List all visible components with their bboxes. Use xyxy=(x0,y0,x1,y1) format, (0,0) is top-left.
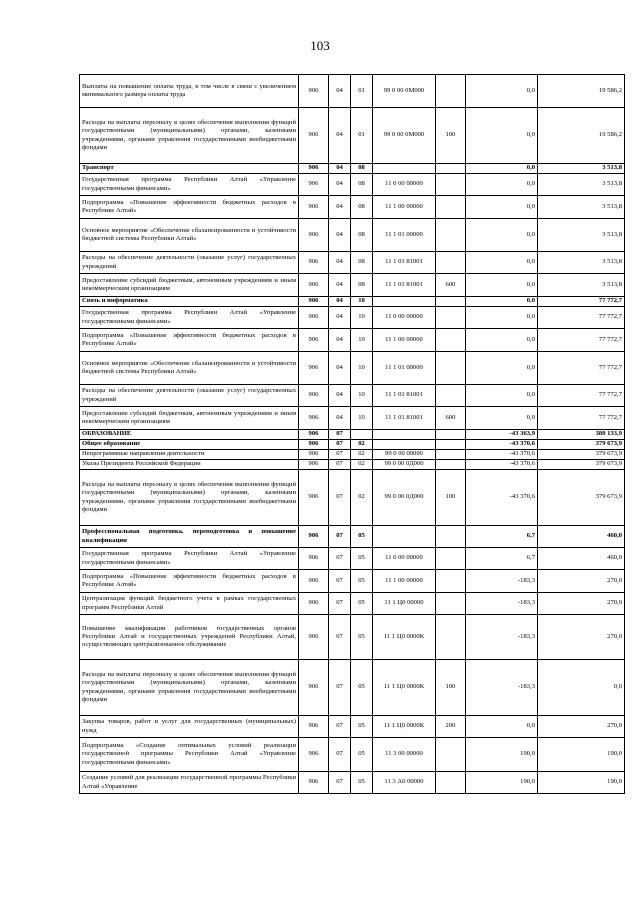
cell-ved: 906 xyxy=(299,108,329,164)
cell-vr xyxy=(436,570,466,593)
cell-csr: 99 0 00 0М000 xyxy=(373,75,436,108)
cell-name: Повышение квалификации работников государственных органов Республики Алтай и государственных учреждений Республики Алтай, осуществляющих централизованное обслуживание xyxy=(80,615,299,660)
cell-csr: 11 0 00 00000 xyxy=(373,548,436,570)
table-row xyxy=(80,470,625,526)
cell-name: Подпрограмма «Создание оптимальных условий реализации государственной программы Республики Алтай «Управление государственными финансами» xyxy=(80,738,299,772)
cell-vr xyxy=(436,174,466,196)
cell-sum-total: 380 133,9 xyxy=(538,430,625,440)
cell-ved: 906 xyxy=(299,615,329,660)
table-row xyxy=(80,615,625,660)
cell-sum-change: 190,0 xyxy=(466,738,538,772)
cell-csr: 11 1 00 00000 xyxy=(373,570,436,593)
cell-rz: 04 xyxy=(329,297,351,307)
cell-pr: 05 xyxy=(351,716,373,738)
cell-name: Расходы на выплаты персоналу в целях обеспечения выполнения функций государственными (муниципальными) органами, казенными учреждениями, органами управления государственными внебюджетными фондами xyxy=(80,660,299,716)
table-row xyxy=(80,252,625,274)
cell-rz: 04 xyxy=(329,274,351,297)
cell-csr: 11 1 01 81001 xyxy=(373,274,436,297)
cell-name: Основное мероприятие «Обеспечение сбалансированности и устойчивости бюджетной системы Республики Алтай» xyxy=(80,219,299,252)
cell-sum-change: 0,0 xyxy=(466,164,538,174)
cell-vr xyxy=(436,385,466,407)
cell-rz: 07 xyxy=(329,548,351,570)
cell-ved: 906 xyxy=(299,526,329,548)
cell-sum-total: 270,0 xyxy=(538,716,625,738)
table-row xyxy=(80,526,625,548)
cell-sum-change: 0,0 xyxy=(466,385,538,407)
cell-ved: 906 xyxy=(299,252,329,274)
cell-sum-total: 3 513,8 xyxy=(538,196,625,219)
cell-sum-change: 6,7 xyxy=(466,526,538,548)
cell-csr: 99 0 00 0Д000 xyxy=(373,460,436,470)
cell-csr: 11 1 Ц0 00000 xyxy=(373,593,436,615)
cell-name: Выплаты на повышение оплаты труда, в том числе в связи с увеличением минимального размера оплаты труда xyxy=(80,75,299,108)
cell-sum-change: 0,0 xyxy=(466,352,538,385)
cell-rz: 07 xyxy=(329,450,351,460)
cell-pr: 10 xyxy=(351,385,373,407)
cell-rz: 04 xyxy=(329,174,351,196)
cell-ved: 906 xyxy=(299,352,329,385)
cell-ved: 906 xyxy=(299,219,329,252)
table-row xyxy=(80,430,625,440)
cell-sum-total: 3 513,8 xyxy=(538,252,625,274)
cell-sum-total: 270,0 xyxy=(538,615,625,660)
cell-sum-total: 270,0 xyxy=(538,570,625,593)
cell-pr: 05 xyxy=(351,615,373,660)
cell-name: Государственная программа Республики Алтай «Управление государственными финансами» xyxy=(80,307,299,329)
cell-vr xyxy=(436,164,466,174)
cell-sum-change: -183,3 xyxy=(466,570,538,593)
table-row xyxy=(80,548,625,570)
cell-sum-total: 190,0 xyxy=(538,772,625,794)
cell-name: Расходы на обеспечение деятельности (оказание услуг) государственных учреждений xyxy=(80,385,299,407)
cell-sum-change: 0,0 xyxy=(466,108,538,164)
cell-pr: 10 xyxy=(351,329,373,352)
cell-ved: 906 xyxy=(299,716,329,738)
cell-sum-total: 77 772,7 xyxy=(538,407,625,430)
cell-vr xyxy=(436,75,466,108)
cell-pr: 05 xyxy=(351,526,373,548)
cell-ved: 906 xyxy=(299,196,329,219)
cell-sum-total: 379 673,9 xyxy=(538,470,625,526)
cell-name: Подпрограмма «Повышение эффективности бюджетных расходов в Республике Алтай» xyxy=(80,196,299,219)
cell-csr xyxy=(373,430,436,440)
cell-sum-total: 77 772,7 xyxy=(538,297,625,307)
cell-csr xyxy=(373,526,436,548)
cell-sum-total: 3 513,8 xyxy=(538,274,625,297)
cell-rz: 07 xyxy=(329,470,351,526)
cell-pr: 05 xyxy=(351,570,373,593)
cell-sum-total: 77 772,7 xyxy=(538,307,625,329)
cell-sum-change: 0,0 xyxy=(466,274,538,297)
cell-pr: 02 xyxy=(351,440,373,450)
cell-ved: 906 xyxy=(299,430,329,440)
cell-vr: 600 xyxy=(436,274,466,297)
cell-vr xyxy=(436,460,466,470)
cell-sum-total: 19 586,2 xyxy=(538,108,625,164)
cell-ved: 906 xyxy=(299,75,329,108)
cell-name: Основное мероприятие «Обеспечение сбалансированности и устойчивости бюджетной системы Республики Алтай» xyxy=(80,352,299,385)
cell-pr: 10 xyxy=(351,307,373,329)
cell-pr: 08 xyxy=(351,252,373,274)
cell-vr: 600 xyxy=(436,407,466,430)
cell-sum-total: 77 772,7 xyxy=(538,352,625,385)
cell-ved: 906 xyxy=(299,570,329,593)
cell-vr xyxy=(436,252,466,274)
cell-pr: 10 xyxy=(351,407,373,430)
cell-sum-total: 3 513,8 xyxy=(538,164,625,174)
table-row xyxy=(80,593,625,615)
cell-csr: 11 0 00 00000 xyxy=(373,307,436,329)
cell-csr: 11 1 01 81001 xyxy=(373,385,436,407)
cell-name: Указы Президента Российской Федерации xyxy=(80,460,299,470)
cell-sum-change: -43 370,6 xyxy=(466,450,538,460)
cell-vr xyxy=(436,430,466,440)
cell-sum-change: -43 370,6 xyxy=(466,440,538,450)
cell-name: Централизация функций бюджетного учета в рамках государственных программ Республики Алтай xyxy=(80,593,299,615)
cell-vr xyxy=(436,615,466,660)
cell-sum-total: 0,0 xyxy=(538,660,625,716)
cell-csr: 11 1 01 81001 xyxy=(373,252,436,274)
table-row xyxy=(80,716,625,738)
cell-vr xyxy=(436,548,466,570)
table-row xyxy=(80,297,625,307)
cell-name: Расходы на обеспечение деятельности (оказание услуг) государственных учреждений xyxy=(80,252,299,274)
cell-vr xyxy=(436,307,466,329)
cell-rz: 04 xyxy=(329,385,351,407)
cell-rz: 07 xyxy=(329,615,351,660)
cell-sum-change: 0,0 xyxy=(466,716,538,738)
cell-sum-total: 77 772,7 xyxy=(538,329,625,352)
cell-sum-change: 0,0 xyxy=(466,407,538,430)
cell-name: Закупка товаров, работ и услуг для государственных (муниципальных) нужд xyxy=(80,716,299,738)
cell-sum-change: 0,0 xyxy=(466,75,538,108)
cell-pr: 05 xyxy=(351,593,373,615)
cell-pr: 02 xyxy=(351,450,373,460)
cell-name: Общее образование xyxy=(80,440,299,450)
cell-ved: 906 xyxy=(299,297,329,307)
table-row xyxy=(80,660,625,716)
cell-rz: 04 xyxy=(329,307,351,329)
cell-csr: 11 1 01 00000 xyxy=(373,219,436,252)
cell-rz: 07 xyxy=(329,738,351,772)
cell-rz: 07 xyxy=(329,772,351,794)
cell-vr xyxy=(436,329,466,352)
cell-rz: 04 xyxy=(329,196,351,219)
cell-sum-total: 379 673,9 xyxy=(538,450,625,460)
cell-rz: 07 xyxy=(329,430,351,440)
cell-sum-change: -43 370,6 xyxy=(466,470,538,526)
table-row xyxy=(80,385,625,407)
cell-name: Подпрограмма «Повышение эффективности бюджетных расходов в Республике Алтай» xyxy=(80,329,299,352)
cell-pr xyxy=(351,430,373,440)
table-row xyxy=(80,440,625,450)
cell-vr xyxy=(436,297,466,307)
cell-ved: 906 xyxy=(299,329,329,352)
table-row xyxy=(80,307,625,329)
table-row xyxy=(80,738,625,772)
cell-rz: 04 xyxy=(329,329,351,352)
cell-name: Расходы на выплаты персоналу в целях обеспечения выполнения функций государственными (муниципальными) органами, казенными учреждениями, органами управления государственными внебюджетными фондами xyxy=(80,108,299,164)
cell-rz: 04 xyxy=(329,407,351,430)
cell-sum-change: 6,7 xyxy=(466,548,538,570)
cell-sum-total: 3 513,8 xyxy=(538,174,625,196)
cell-vr xyxy=(436,593,466,615)
cell-name: Предоставление субсидий бюджетным, автономным учреждениям и иным некоммерческим организациям xyxy=(80,407,299,430)
table-row xyxy=(80,75,625,108)
cell-pr: 05 xyxy=(351,548,373,570)
cell-sum-total: 3 513,8 xyxy=(538,219,625,252)
cell-rz: 07 xyxy=(329,460,351,470)
table-row xyxy=(80,329,625,352)
cell-sum-change: 0,0 xyxy=(466,252,538,274)
cell-pr: 02 xyxy=(351,470,373,526)
cell-vr xyxy=(436,772,466,794)
cell-sum-change: 0,0 xyxy=(466,196,538,219)
cell-pr: 08 xyxy=(351,219,373,252)
cell-vr: 100 xyxy=(436,470,466,526)
cell-csr: 11 3 А0 00000 xyxy=(373,772,436,794)
cell-ved: 906 xyxy=(299,174,329,196)
cell-name: Подпрограмма «Повышение эффективности бюджетных расходов в Республике Алтай» xyxy=(80,570,299,593)
cell-csr: 99 0 00 00000 xyxy=(373,450,436,460)
cell-vr xyxy=(436,352,466,385)
table-row xyxy=(80,108,625,164)
cell-sum-total: 270,0 xyxy=(538,593,625,615)
cell-csr: 11 1 Ц0 0000К xyxy=(373,660,436,716)
cell-ved: 906 xyxy=(299,450,329,460)
cell-pr: 05 xyxy=(351,738,373,772)
cell-ved: 906 xyxy=(299,274,329,297)
cell-sum-change: -183,3 xyxy=(466,660,538,716)
cell-vr: 100 xyxy=(436,108,466,164)
cell-pr: 02 xyxy=(351,460,373,470)
cell-rz: 07 xyxy=(329,716,351,738)
cell-rz: 04 xyxy=(329,164,351,174)
cell-csr: 11 1 00 00000 xyxy=(373,329,436,352)
cell-csr: 11 1 01 81001 xyxy=(373,407,436,430)
cell-sum-change: -183,3 xyxy=(466,593,538,615)
table-row xyxy=(80,174,625,196)
cell-sum-total: 379 673,9 xyxy=(538,440,625,450)
cell-csr: 11 1 Ц0 0000К xyxy=(373,716,436,738)
cell-pr: 10 xyxy=(351,352,373,385)
cell-name: Связь и информатика xyxy=(80,297,299,307)
cell-ved: 906 xyxy=(299,440,329,450)
cell-ved: 906 xyxy=(299,772,329,794)
cell-csr: 99 0 00 0Д000 xyxy=(373,470,436,526)
cell-name: Предоставление субсидий бюджетным, автономным учреждениям и иным некоммерческим организациям xyxy=(80,274,299,297)
cell-sum-change: 0,0 xyxy=(466,307,538,329)
cell-name: Расходы на выплаты персоналу в целях обеспечения выполнения функций государственными (муниципальными) органами, казенными учреждениями, органами управления государственными внебюджетными фондами xyxy=(80,470,299,526)
cell-sum-total: 460,0 xyxy=(538,526,625,548)
cell-vr: 200 xyxy=(436,716,466,738)
cell-csr xyxy=(373,297,436,307)
cell-pr: 05 xyxy=(351,660,373,716)
cell-ved: 906 xyxy=(299,307,329,329)
cell-csr: 11 1 01 00000 xyxy=(373,352,436,385)
cell-sum-total: 379 673,9 xyxy=(538,460,625,470)
table-row xyxy=(80,772,625,794)
cell-ved: 906 xyxy=(299,460,329,470)
cell-name: Непрограммные направления деятельности xyxy=(80,450,299,460)
cell-vr xyxy=(436,526,466,548)
cell-ved: 906 xyxy=(299,593,329,615)
table-row xyxy=(80,570,625,593)
cell-pr: 08 xyxy=(351,196,373,219)
table-row xyxy=(80,219,625,252)
cell-name: Транспорт xyxy=(80,164,299,174)
cell-ved: 906 xyxy=(299,660,329,716)
cell-csr: 11 3 00 00000 xyxy=(373,738,436,772)
cell-ved: 906 xyxy=(299,164,329,174)
budget-table xyxy=(79,74,625,794)
cell-rz: 04 xyxy=(329,219,351,252)
page-number: 103 xyxy=(310,38,330,53)
cell-csr xyxy=(373,440,436,450)
cell-vr xyxy=(436,450,466,460)
cell-sum-change: 190,0 xyxy=(466,772,538,794)
cell-sum-total: 19 586,2 xyxy=(538,75,625,108)
cell-rz: 04 xyxy=(329,108,351,164)
cell-sum-change: -43 370,6 xyxy=(466,460,538,470)
table-row xyxy=(80,352,625,385)
cell-name: Создание условий для реализации государственной программы Республики Алтай «Управление xyxy=(80,772,299,794)
cell-rz: 07 xyxy=(329,660,351,716)
cell-vr xyxy=(436,219,466,252)
cell-pr: 01 xyxy=(351,108,373,164)
cell-vr xyxy=(436,738,466,772)
cell-name: Государственная программа Республики Алтай «Управление государственными финансами» xyxy=(80,548,299,570)
cell-rz: 07 xyxy=(329,570,351,593)
cell-name: Государственная программа Республики Алтай «Управление государственными финансами» xyxy=(80,174,299,196)
cell-ved: 906 xyxy=(299,548,329,570)
cell-csr: 11 0 00 00000 xyxy=(373,174,436,196)
cell-csr xyxy=(373,164,436,174)
cell-vr: 100 xyxy=(436,660,466,716)
cell-pr: 08 xyxy=(351,174,373,196)
table-row xyxy=(80,460,625,470)
cell-sum-change: 0,0 xyxy=(466,329,538,352)
cell-sum-change: -43 363,9 xyxy=(466,430,538,440)
cell-vr xyxy=(436,196,466,219)
table-row xyxy=(80,407,625,430)
cell-pr: 10 xyxy=(351,297,373,307)
cell-csr: 11 1 Ц0 0000К xyxy=(373,615,436,660)
cell-rz: 04 xyxy=(329,252,351,274)
cell-vr xyxy=(436,440,466,450)
cell-sum-change: -183,3 xyxy=(466,615,538,660)
cell-name: ОБРАЗОВАНИЕ xyxy=(80,430,299,440)
cell-sum-total: 460,0 xyxy=(538,548,625,570)
cell-ved: 906 xyxy=(299,407,329,430)
table-row xyxy=(80,164,625,174)
table-row xyxy=(80,196,625,219)
cell-ved: 906 xyxy=(299,738,329,772)
cell-csr: 99 0 00 0М000 xyxy=(373,108,436,164)
cell-sum-change: 0,0 xyxy=(466,297,538,307)
cell-ved: 906 xyxy=(299,385,329,407)
cell-sum-total: 190,0 xyxy=(538,738,625,772)
cell-pr: 08 xyxy=(351,274,373,297)
cell-rz: 04 xyxy=(329,75,351,108)
cell-sum-total: 77 772,7 xyxy=(538,385,625,407)
cell-rz: 07 xyxy=(329,440,351,450)
cell-name: Профессиональная подготовка, переподготовка и повышение квалификации xyxy=(80,526,299,548)
cell-csr: 11 1 00 00000 xyxy=(373,196,436,219)
cell-pr: 01 xyxy=(351,75,373,108)
cell-pr: 05 xyxy=(351,772,373,794)
cell-sum-change: 0,0 xyxy=(466,219,538,252)
table-row xyxy=(80,274,625,297)
cell-rz: 07 xyxy=(329,526,351,548)
cell-pr: 08 xyxy=(351,164,373,174)
cell-ved: 906 xyxy=(299,470,329,526)
cell-rz: 04 xyxy=(329,352,351,385)
table-row xyxy=(80,450,625,460)
cell-rz: 07 xyxy=(329,593,351,615)
cell-sum-change: 0,0 xyxy=(466,174,538,196)
